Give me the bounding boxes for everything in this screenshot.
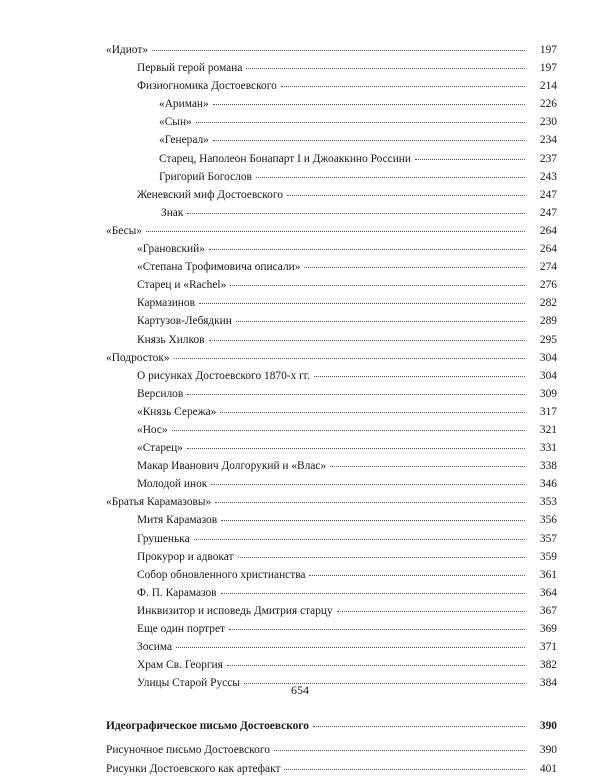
toc-entry-title: «Братья Карамазовы» bbox=[106, 496, 212, 509]
toc-entry[interactable] bbox=[106, 760, 557, 778]
toc-entry-page: 382 bbox=[539, 659, 557, 672]
toc-entry[interactable] bbox=[106, 493, 557, 511]
toc-entry[interactable] bbox=[106, 548, 557, 566]
toc-entry-page: 247 bbox=[539, 206, 557, 219]
toc-entry-title: «Князь Сережа» bbox=[137, 405, 217, 418]
toc-entry-title: «Степана Трофимовича описали» bbox=[137, 261, 301, 274]
toc-entry[interactable] bbox=[106, 638, 557, 656]
toc-entry-page: 276 bbox=[539, 279, 557, 292]
dot-leader bbox=[313, 725, 525, 727]
toc-entry-title: «Бесы» bbox=[106, 224, 142, 237]
dot-leader bbox=[227, 664, 525, 666]
toc-group-novels bbox=[106, 41, 557, 692]
dot-leader bbox=[187, 447, 525, 449]
toc-entry-page: 390 bbox=[539, 744, 557, 757]
dot-leader bbox=[246, 67, 525, 69]
dot-leader bbox=[415, 158, 525, 160]
toc-entry[interactable] bbox=[106, 312, 557, 330]
toc-entry[interactable] bbox=[106, 77, 557, 95]
dot-leader bbox=[337, 610, 525, 612]
toc-entry[interactable] bbox=[106, 602, 557, 620]
toc-entry-title: «Сын» bbox=[159, 116, 192, 129]
toc-entry-title: Прокурор и адвокат bbox=[137, 550, 234, 563]
toc-entry-page: 264 bbox=[539, 224, 557, 237]
toc-entry[interactable] bbox=[106, 276, 557, 294]
toc-entry[interactable] bbox=[106, 186, 557, 204]
dot-leader bbox=[230, 284, 525, 286]
dot-leader bbox=[221, 519, 525, 521]
dot-leader bbox=[213, 139, 525, 141]
toc-entry-title: Старец, Наполеон Бонапарт I и Джоаккино Россини bbox=[159, 152, 411, 165]
toc-group-ideography bbox=[106, 741, 557, 777]
toc-entry-title: Физиогномика Достоевского bbox=[137, 80, 277, 93]
toc-entry-page: 214 bbox=[539, 80, 557, 93]
toc-entry-page: 331 bbox=[539, 442, 557, 455]
dot-leader bbox=[215, 501, 525, 503]
toc-entry-title: «Подросток» bbox=[106, 351, 170, 364]
toc-entry-page: 353 bbox=[539, 496, 557, 509]
toc-entry[interactable] bbox=[106, 240, 557, 258]
toc-entry[interactable] bbox=[106, 439, 557, 457]
toc-entry-title: Инквизитор и исповедь Дмитрия старцу bbox=[137, 604, 333, 617]
toc-entry-page: 390 bbox=[539, 720, 557, 733]
dot-leader bbox=[209, 339, 525, 341]
toc-entry-page: 289 bbox=[539, 315, 557, 328]
toc-entry-title: «Грановский» bbox=[137, 243, 205, 256]
toc-entry[interactable] bbox=[106, 349, 557, 367]
toc-entry[interactable] bbox=[106, 475, 557, 493]
dot-leader bbox=[304, 266, 525, 268]
dot-leader bbox=[196, 121, 525, 123]
dot-leader bbox=[309, 574, 525, 576]
toc-entry-page: 295 bbox=[539, 333, 557, 346]
dot-leader bbox=[256, 176, 525, 178]
toc-entry-title: Князь Хилков bbox=[137, 333, 205, 346]
toc-entry-title: Женевский миф Достоевского bbox=[137, 188, 283, 201]
toc-entry[interactable] bbox=[106, 566, 557, 584]
toc-entry-title: Улицы Старой Руссы bbox=[137, 677, 240, 690]
toc-entry[interactable] bbox=[106, 741, 557, 759]
toc-entry-title: Рисунки Достоевского как артефакт bbox=[106, 762, 281, 775]
dot-leader bbox=[221, 592, 525, 594]
toc-entry[interactable] bbox=[106, 620, 557, 638]
toc-entry-page: 401 bbox=[539, 762, 557, 775]
toc-entry[interactable] bbox=[106, 331, 557, 349]
toc-entry-page: 321 bbox=[539, 423, 557, 436]
toc-entry[interactable] bbox=[106, 59, 557, 77]
toc-entry-page: 367 bbox=[539, 604, 557, 617]
toc-entry-page: 282 bbox=[539, 297, 557, 310]
toc-entry-title: Знак bbox=[161, 206, 184, 219]
toc-entry[interactable] bbox=[106, 367, 557, 385]
toc-entry-title: Первый герой романа bbox=[137, 62, 243, 75]
toc-entry-page: 264 bbox=[539, 243, 557, 256]
toc-entry[interactable] bbox=[106, 131, 557, 149]
toc-entry[interactable] bbox=[106, 95, 557, 113]
dot-leader bbox=[194, 538, 525, 540]
toc-entry-title: «Старец» bbox=[137, 442, 183, 455]
toc-entry-page: 364 bbox=[539, 586, 557, 599]
toc-entry-title: Идеографическое письмо Достоевского bbox=[106, 720, 309, 733]
toc-entry-title: «Идиот» bbox=[106, 44, 149, 56]
dot-leader bbox=[187, 393, 525, 395]
dot-leader bbox=[211, 483, 525, 485]
toc-entry[interactable] bbox=[106, 530, 557, 548]
toc-entry[interactable] bbox=[106, 150, 557, 168]
page-number: 654 bbox=[291, 683, 309, 697]
toc-entry-page: 361 bbox=[539, 568, 557, 581]
toc-entry-title: Молодой инок bbox=[137, 478, 208, 491]
toc-entry-title: Зосима bbox=[137, 641, 173, 654]
toc-entry-title: Ф. П. Карамазов bbox=[137, 586, 217, 599]
dot-leader bbox=[176, 646, 525, 648]
dot-leader bbox=[314, 375, 525, 377]
toc-entry-page: 234 bbox=[539, 134, 557, 147]
toc-entry-page: 197 bbox=[539, 62, 557, 75]
toc-entry-title: Грушенька bbox=[137, 532, 190, 545]
toc-entry[interactable] bbox=[106, 421, 557, 439]
toc-entry-page: 357 bbox=[539, 532, 557, 545]
toc-entry-title: Храм Св. Георгия bbox=[137, 659, 223, 672]
dot-leader bbox=[152, 49, 525, 51]
dot-leader bbox=[146, 230, 525, 232]
dot-leader bbox=[229, 628, 525, 630]
dot-leader bbox=[199, 302, 525, 304]
toc-entry[interactable] bbox=[106, 222, 557, 240]
toc-entry-page: 384 bbox=[539, 677, 557, 690]
dot-leader bbox=[287, 194, 525, 196]
dot-leader bbox=[330, 465, 525, 467]
toc-entry-page: 243 bbox=[539, 170, 557, 183]
toc-entry-title: Собор обновленного христианства bbox=[137, 568, 306, 581]
toc-entry-page: 304 bbox=[539, 351, 557, 364]
dot-leader bbox=[220, 411, 525, 413]
toc-entry-page: 274 bbox=[539, 261, 557, 274]
toc-entry-page: 356 bbox=[539, 514, 557, 527]
toc-entry-page: 338 bbox=[539, 460, 557, 473]
toc-entry-page: 346 bbox=[539, 478, 557, 491]
toc-entry[interactable] bbox=[106, 656, 557, 674]
toc-entry-page: 237 bbox=[539, 152, 557, 165]
dot-leader bbox=[174, 357, 525, 359]
toc-entry[interactable] bbox=[106, 403, 557, 421]
toc-entry-title: Митя Карамазов bbox=[137, 514, 218, 527]
toc-entry[interactable] bbox=[106, 168, 557, 186]
dot-leader bbox=[172, 429, 525, 431]
toc-entry[interactable] bbox=[106, 457, 557, 475]
toc-entry[interactable] bbox=[106, 113, 557, 131]
toc-entry-page: 317 bbox=[539, 405, 557, 418]
toc-entry-title: Кармазинов bbox=[137, 297, 195, 310]
toc-entry-page: 230 bbox=[539, 116, 557, 129]
toc-entry-page: 226 bbox=[539, 98, 557, 111]
toc-entry[interactable] bbox=[106, 41, 557, 59]
dot-leader bbox=[187, 212, 525, 214]
toc-section-heading[interactable] bbox=[106, 717, 557, 735]
toc-entry-page: 359 bbox=[539, 550, 557, 563]
toc-entry[interactable] bbox=[106, 584, 557, 602]
dot-leader bbox=[209, 248, 525, 250]
toc-entry-title: «Ариман» bbox=[159, 98, 209, 111]
toc-entry[interactable] bbox=[106, 385, 557, 403]
toc-entry-title: О рисунках Достоевского 1870-х гг. bbox=[137, 369, 311, 382]
toc-entry-title: «Генерал» bbox=[159, 134, 209, 147]
toc-entry-title: Старец и «Rachel» bbox=[137, 279, 227, 292]
dot-leader bbox=[281, 85, 525, 87]
toc-entry-title: Еще один портрет bbox=[137, 623, 226, 635]
toc-entry-page: 247 bbox=[539, 188, 557, 201]
toc-entry-title: Картузов-Лебядкин bbox=[137, 315, 232, 328]
toc-entry-title: Версилов bbox=[137, 387, 184, 400]
toc-entry-title: Макар Иванович Долгорукий и «Влас» bbox=[137, 460, 327, 473]
toc-entry[interactable] bbox=[106, 294, 557, 312]
toc-entry-page: 309 bbox=[539, 387, 557, 400]
table-of-contents bbox=[106, 41, 557, 778]
toc-entry-title: Григорий Богослов bbox=[159, 170, 252, 183]
toc-entry-title: Рисуночное письмо Достоевского bbox=[106, 744, 270, 757]
toc-entry-page: 371 bbox=[539, 641, 557, 654]
toc-entry-page: 369 bbox=[539, 623, 557, 635]
toc-entry-title: «Нос» bbox=[137, 423, 168, 436]
dot-leader bbox=[238, 556, 525, 558]
toc-entry-page: 197 bbox=[539, 44, 557, 56]
dot-leader bbox=[284, 768, 525, 770]
toc-entry[interactable] bbox=[106, 258, 557, 276]
toc-entry-page: 304 bbox=[539, 369, 557, 382]
dot-leader bbox=[213, 103, 525, 105]
toc-entry[interactable] bbox=[106, 204, 557, 222]
toc-entry[interactable] bbox=[106, 511, 557, 529]
dot-leader bbox=[236, 320, 525, 322]
